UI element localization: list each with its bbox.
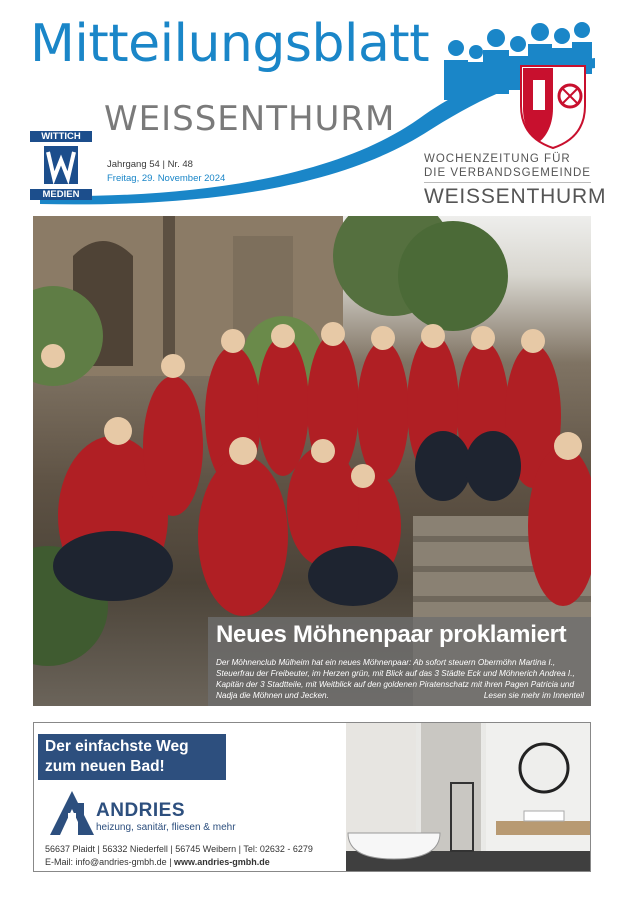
ad-trades: heizung, sanitär, fliesen & mehr (96, 822, 236, 833)
masthead-title: Mitteilungsblatt (30, 14, 430, 74)
bathroom-image (346, 723, 591, 872)
cover-story-text (216, 657, 584, 701)
publisher-name-bottom: MEDIEN (30, 189, 92, 200)
ad-website-link[interactable]: www.andries-gmbh.de (174, 857, 270, 867)
advertisement[interactable] (33, 722, 591, 872)
masthead-town: WEISSENTHURM (104, 99, 396, 139)
ad-headline: Der einfachste Weg zum neuen Bad! (38, 734, 226, 780)
issue-number: Jahrgang 54 | Nr. 48 (107, 159, 193, 170)
newspaper-type (424, 152, 607, 209)
publisher-w-icon (44, 146, 78, 184)
publisher-logo (30, 131, 92, 203)
issue-info (107, 158, 225, 186)
ad-email[interactable]: E-Mail: info@andries-gmbh.de | (45, 857, 175, 867)
ad-address: 56637 Plaidt | 56332 Niederfell | 56745 Weibern | Tel: 02632 - 6279 (45, 844, 313, 854)
cover-headline: Neues Möhnenpaar proklamiert (216, 621, 567, 648)
issue-date: Freitag, 29. November 2024 (107, 173, 226, 184)
newspaper-type-town: WEISSENTHURM (424, 185, 607, 208)
cover-story (208, 617, 591, 706)
ad-contact (45, 857, 270, 867)
read-more-text: Lesen sie mehr im Innenteil (483, 691, 584, 700)
newspaper-type-line2: DIE VERBANDSGEMEINDE (424, 166, 591, 183)
coat-of-arms (521, 66, 585, 148)
publisher-name-top: WITTICH (30, 131, 92, 142)
ad-brand: ANDRIES (96, 800, 186, 821)
newspaper-type-line1: WOCHENZEITUNG FÜR (424, 153, 571, 165)
cover-story-body: Der Möhnenclub Mülheim hat ein neues Möhnenpaar: Ab sofort steuern Obermöhn Martina I., Steuerfrau der Freibeuter, im Herzen grün, mit Blick auf das 3 Städte Eck und Möhnerich Andrea I., Kapitän der 3 Stadtteile, mit Weitblick auf den goldenen Piratenschatz mit ihren Pagen Patricia und Nadja die Möhnen und Jecken. (216, 658, 575, 700)
